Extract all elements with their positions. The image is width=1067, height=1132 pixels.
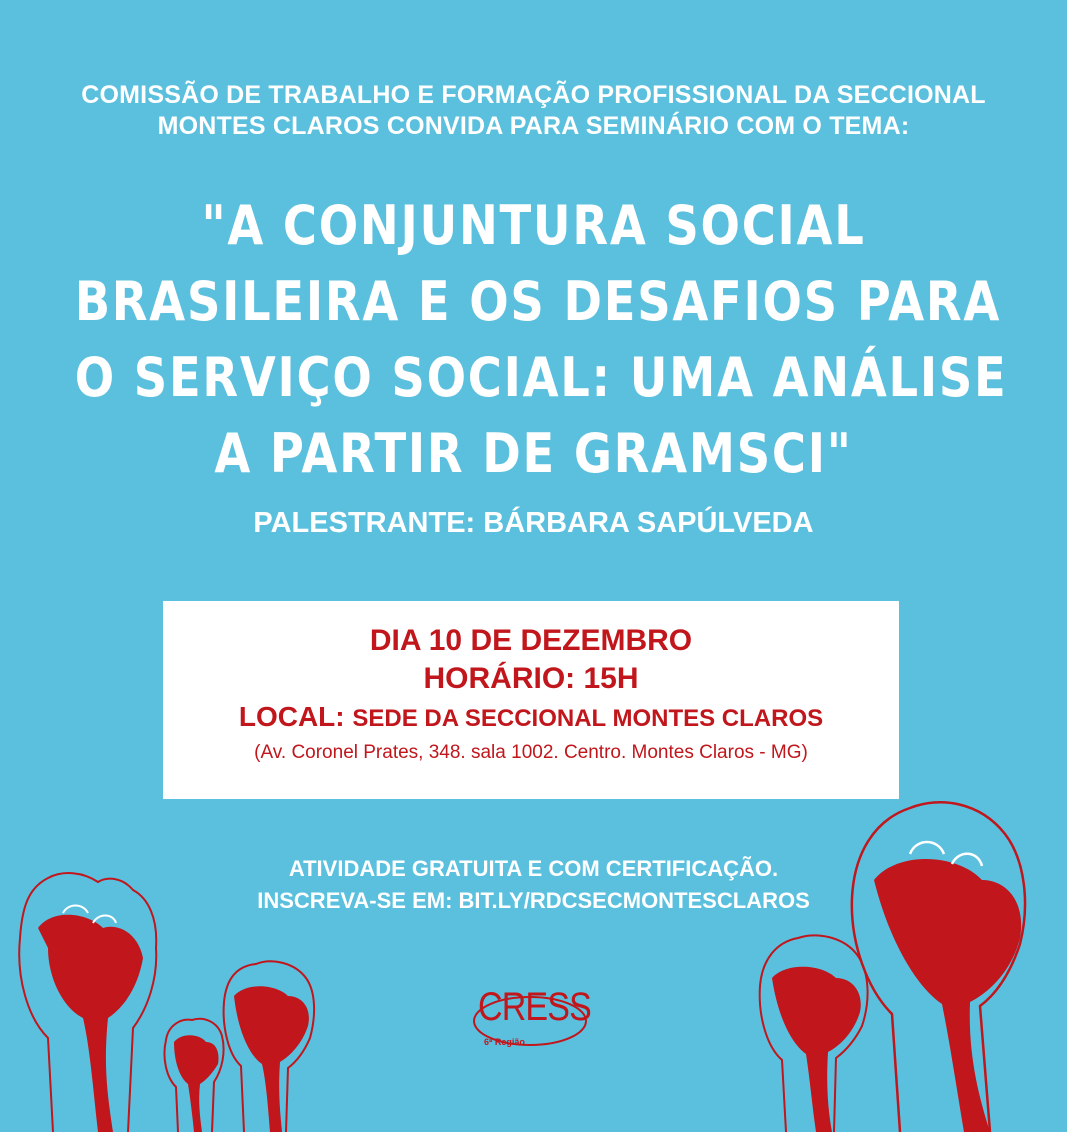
event-location xyxy=(163,698,899,738)
invitation-line-1: COMISSÃO DE TRABALHO E FORMAÇÃO PROFISSIONAL DA SECCIONAL xyxy=(81,81,986,109)
event-date: DIA 10 DE DEZEMBRO xyxy=(369,624,693,657)
logo-text: CRESS xyxy=(478,985,591,1029)
cress-logo xyxy=(468,985,603,1055)
invitation-text xyxy=(0,80,1067,142)
speaker-line: PALESTRANTE: BÁRBARA SAPÚLVEDA xyxy=(253,507,814,539)
registration-link[interactable]: INSCREVA-SE EM: BIT.LY/RDCSECMONTESCLAROS xyxy=(257,888,810,913)
location-value: SEDE DA SECCIONAL MONTES CLAROS xyxy=(352,705,824,732)
event-time: HORÁRIO: 15H xyxy=(423,662,639,695)
invitation-line-2: MONTES CLAROS CONVIDA PARA SEMINÁRIO COM O TEMA: xyxy=(157,112,910,140)
seminar-title xyxy=(74,188,1008,492)
title-line-1: "A CONJUNTURA SOCIAL xyxy=(201,194,866,257)
raised-fist-icon xyxy=(216,956,321,1132)
event-address: (Av. Coronel Prates, 348. sala 1002. Centro. Montes Claros - MG) xyxy=(254,742,808,763)
title-line-2: BRASILEIRA E OS DESAFIOS PARA xyxy=(74,270,1002,333)
title-line-4: A PARTIR DE GRAMSCI" xyxy=(214,422,853,485)
raised-fist-icon xyxy=(840,794,1040,1132)
logo-region: 6ª Região xyxy=(484,1037,525,1047)
free-activity-text: ATIVIDADE GRATUITA E COM CERTIFICAÇÃO. xyxy=(288,856,779,881)
title-line-3: O SERVIÇO SOCIAL: UMA ANÁLISE xyxy=(74,346,1008,409)
raised-fist-icon xyxy=(8,868,168,1132)
location-label: LOCAL: xyxy=(238,701,345,732)
event-details xyxy=(163,622,899,768)
